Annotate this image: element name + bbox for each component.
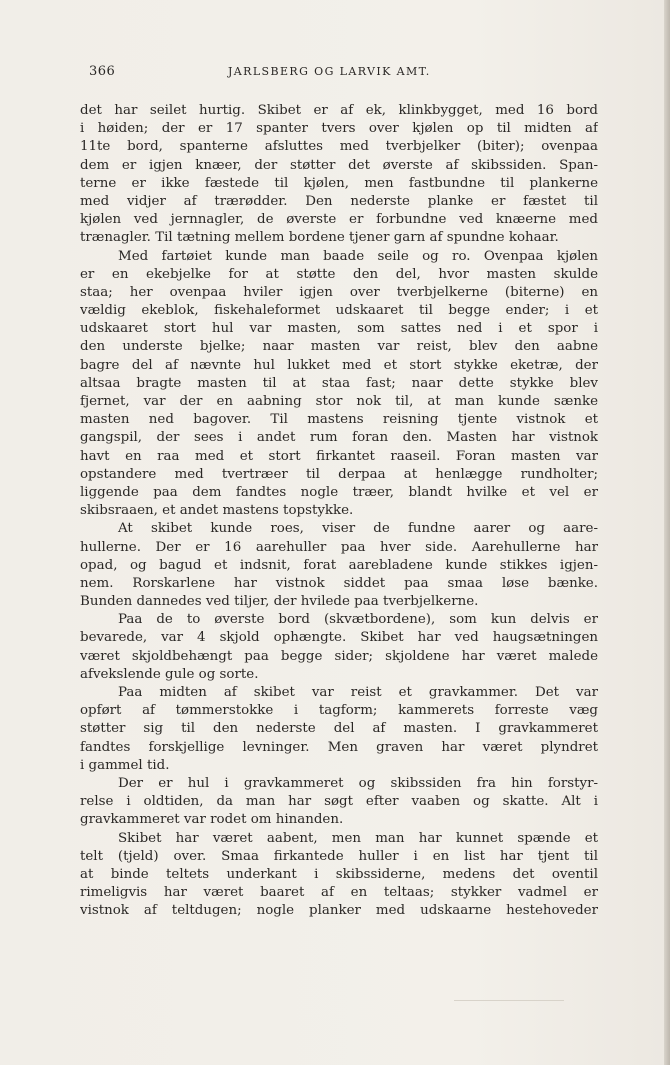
text-line: det har seilet hurtig. Skibet er af ek, klinkbygget, med 16 bord <box>80 103 598 118</box>
text-line: Med fartøiet kunde man baade seile og ro. Ovenpaa kjølen <box>118 248 598 264</box>
text-line: hullerne. Der er 16 aarehuller paa hver side. Aarehullerne har <box>80 539 598 555</box>
text-line: i gammel tid. <box>80 757 170 773</box>
text-line: afvekslende gule og sorte. <box>80 666 259 682</box>
text-line: telt (tjeld) over. Smaa firkantede huller i en list har tjent til <box>80 848 598 864</box>
text-line: med vidjer af trærødder. Den nederste planke er fæstet til <box>80 193 598 209</box>
text-line: bevarede, var 4 skjold ophængte. Skibet har ved haugsætningen <box>80 630 598 646</box>
text-line: altsaa bragte masten til at staa fast; naar dette stykke blev <box>80 375 598 391</box>
text-line: masten ned bagover. Til mastens reisning tjente vistnok et <box>80 412 598 428</box>
body-text <box>80 102 598 920</box>
text-line: nem. Rorskarlene har vistnok siddet paa smaa løse bænke. <box>80 575 598 591</box>
text-line: terne er ikke fæstede til kjølen, men fastbundne til plankerne <box>80 175 598 191</box>
text-line: kjølen ved jernnagler, de øverste er forbundne ved knæerne med <box>80 212 598 228</box>
text-line: været skjoldbehængt paa begge sider; skjoldene har været malede <box>80 648 598 664</box>
text-line: vistnok af teltdugen; nogle planker med udskaarne hestehoveder <box>80 903 598 919</box>
faint-rule <box>454 1000 564 1001</box>
text-line: Bunden dannedes ved tiljer, der hvilede paa tverbjelkerne. <box>80 594 479 610</box>
text-line: dem er igjen knæer, der støtter det øverste af skibssiden. Span- <box>80 157 598 173</box>
text-line: bagre del af nævnte hul lukket med et stort stykke eketræ, der <box>80 357 598 373</box>
text-line: liggende paa dem fandtes nogle træer, blandt hvilke et vel er <box>80 484 598 500</box>
text-line: relse i oldtiden, da man har søgt efter vaaben og skatte. Alt i <box>80 794 598 810</box>
text-line: skibsraaen, et andet mastens topstykke. <box>80 503 354 519</box>
running-head: JARLSBERG OG LARVIK AMT. <box>228 65 431 78</box>
text-line: at binde teltets underkant i skibssiderne, medens det oventil <box>80 866 598 882</box>
text-line: støtter sig til den nederste del af masten. I gravkammeret <box>80 721 598 737</box>
text-line: udskaaret stort hul var masten, som sattes ned i et spor i <box>80 321 598 337</box>
text-line: At skibet kunde roes, viser de fundne aarer og aare- <box>118 521 598 537</box>
text-line: rimeligvis har været baaret af en teltaas; stykker vadmel er <box>80 885 598 901</box>
text-line: havt en raa med et stort firkantet raaseil. Foran masten var <box>80 448 598 464</box>
text-line: 11te bord, spanterne afsluttes med tverbjelker (biter); ovenpaa <box>80 139 598 155</box>
page-edge <box>664 0 670 1065</box>
text-line: fjernet, var der en aabning stor nok til, at man kunde sænke <box>80 394 598 409</box>
text-line: opført af tømmerstokke i tagform; kammerets forreste væg <box>80 703 598 719</box>
text-line: opstandere med tvertræer til derpaa at henlægge rundholter; <box>80 466 598 482</box>
text-line: Skibet har været aabent, men man har kunnet spænde et <box>118 830 598 846</box>
text-line: er en ekebjelke for at støtte den del, hvor masten skulde <box>80 266 598 282</box>
text-line: gravkammeret var rodet om hinanden. <box>80 812 344 828</box>
text-line: vældig ekeblok, fiskehaleformet udskaaret til begge ender; i et <box>80 303 598 319</box>
text-line: opad, og bagud et indsnit, forat aarebladene kunde stikkes igjen- <box>80 557 598 573</box>
page-number: 366 <box>89 64 116 79</box>
page-header <box>0 64 670 84</box>
text-line: Paa midten af skibet var reist et gravkammer. Det var <box>118 685 598 700</box>
text-line: i høiden; der er 17 spanter tvers over kjølen op til midten af <box>80 121 598 137</box>
text-line: trænagler. Til tætning mellem bordene tjener garn af spundne kohaar. <box>80 230 559 246</box>
text-line: den underste bjelke; naar masten var reist, blev den aabne <box>80 339 598 355</box>
text-line: staa; her ovenpaa hviler igjen over tverbjelkerne (biterne) en <box>80 284 598 300</box>
text-line: fandtes forskjellige levninger. Men graven har været plyndret <box>80 739 598 755</box>
text-line: Paa de to øverste bord (skvætbordene), som kun delvis er <box>118 612 598 628</box>
text-line: Der er hul i gravkammeret og skibssiden fra hin forstyr- <box>118 775 598 791</box>
text-line: gangspil, der sees i andet rum foran den. Masten har vistnok <box>80 430 598 446</box>
